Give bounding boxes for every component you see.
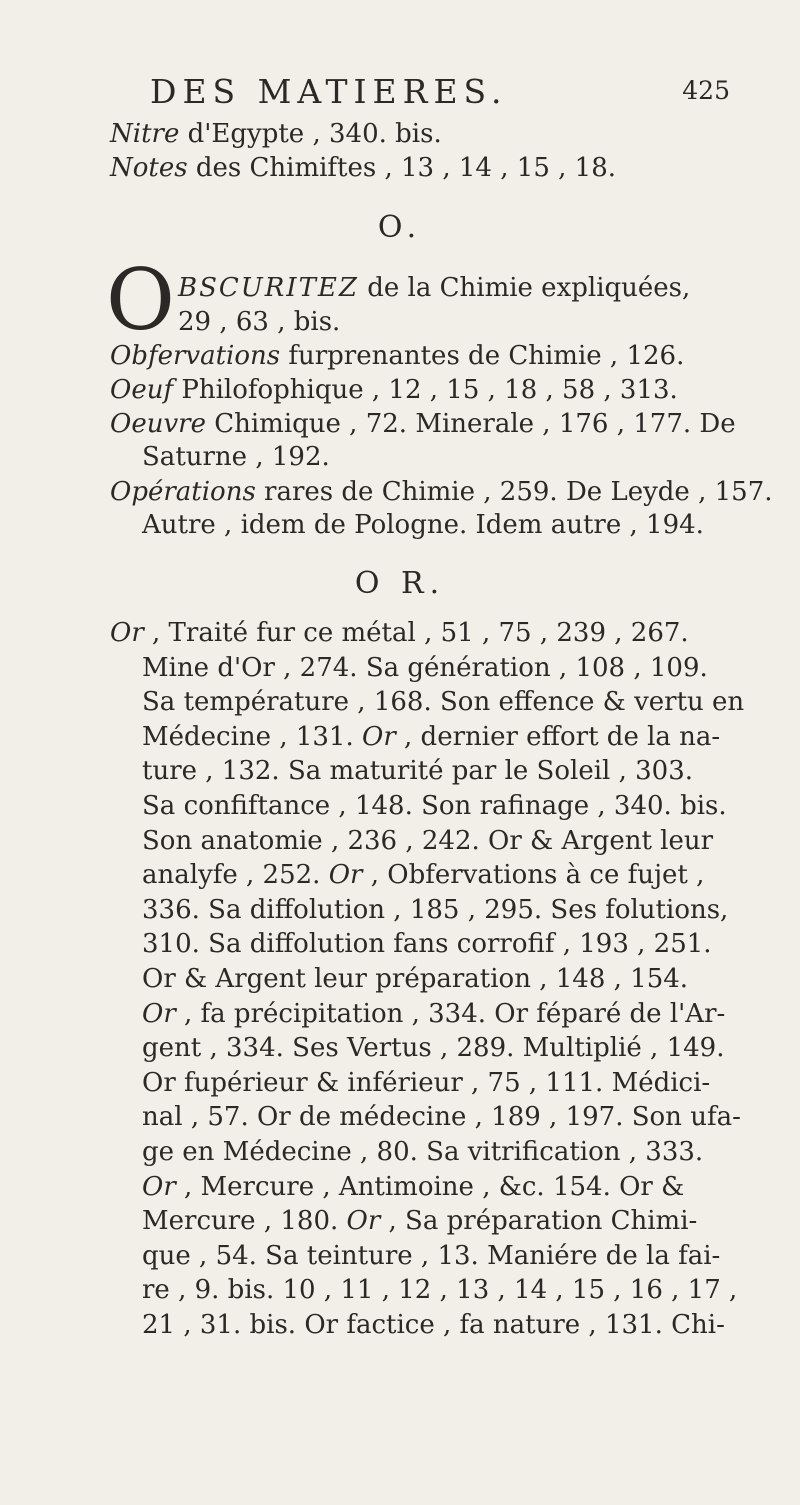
index-entry-operations <box>110 476 773 542</box>
entry-text: , dernier effort de la na- <box>395 721 721 752</box>
entry-keyword: Opérations <box>110 477 256 507</box>
entry-text: , Sa préparation Chimi- <box>380 1206 698 1237</box>
entry-text: rares de Chimie , 259. De Leyde , 157. <box>255 477 773 507</box>
entry-continuation <box>110 962 760 997</box>
index-entry-oeuf <box>110 374 760 407</box>
entry-text: ge en Médecine , 80. Sa vitrification , 333. <box>142 1136 704 1167</box>
entry-first-line <box>110 616 760 651</box>
entry-text: re , 9. bis. 10 , 11 , 12 , 13 , 14 , 15 , 16 , 17 , <box>142 1275 738 1306</box>
entry-continuation <box>110 893 760 928</box>
entry-keyword: Oeuf <box>110 375 174 405</box>
entry-text: d'Egypte , 340. bis. <box>179 119 442 149</box>
entry-keyword: BSCURITEZ <box>178 273 359 303</box>
entry-continuation <box>110 1170 760 1205</box>
entry-text: , Mercure , Antimoine , &c. 154. Or & <box>175 1171 685 1202</box>
entry-continuation <box>110 1135 760 1170</box>
entry-text: 336. Sa diffolution , 185 , 295. Ses folutions, <box>142 894 729 925</box>
entry-text: , fa précipitation , 334. Or féparé de l'Ar- <box>175 998 726 1029</box>
index-entry-or <box>110 616 760 1342</box>
entry-continuation <box>110 1239 760 1274</box>
entry-text: Sa confiftance , 148. Son rafinage , 340. bis. <box>142 790 727 821</box>
page-header <box>150 72 730 112</box>
entry-continuation <box>110 824 760 859</box>
entry-text: 21 , 31. bis. Or factice , fa nature , 131. Chi- <box>142 1309 725 1340</box>
index-entry-obfervations <box>110 340 760 373</box>
entry-text: Médecine , 131. <box>142 721 362 752</box>
entry-continuation <box>110 720 760 755</box>
entry-continuation: Saturne , 192. <box>142 442 330 472</box>
entry-keyword: Or <box>110 618 144 648</box>
entry-text: ture , 132. Sa maturité par le Soleil , 303. <box>142 756 694 787</box>
entry-continuation <box>110 1100 760 1135</box>
entry-continuation <box>110 927 760 962</box>
entry-continuation <box>110 1273 760 1308</box>
entry-text: des Chimiftes , 13 , 14 , 15 , 18. <box>187 153 616 183</box>
entry-text: Or & Argent leur préparation , 148 , 154. <box>142 963 689 994</box>
entry-continuation <box>110 997 760 1032</box>
entry-text: , Obfervations à ce fujet , <box>362 860 705 891</box>
entry-continuation <box>110 1031 760 1066</box>
entry-continuation <box>110 789 760 824</box>
drop-cap: O <box>106 251 175 349</box>
entry-keyword: Notes <box>110 153 188 183</box>
entry-keyword: Nitre <box>110 119 180 149</box>
entry-continuation: 29 , 63 , bis. <box>178 307 341 337</box>
entry-keyword: Or <box>362 721 396 752</box>
running-title: DES MATIERES. <box>150 72 508 111</box>
entry-keyword: Or <box>142 1171 176 1202</box>
entry-text: de la Chimie expliquées, <box>358 273 691 303</box>
entry-text: Son anatomie , 236 , 242. Or & Argent leur <box>142 825 714 856</box>
entry-text: Or fupérieur & inférieur , 75 , 111. Médici- <box>142 1067 711 1098</box>
index-entry-notes <box>110 152 760 185</box>
entry-continuation <box>110 1204 760 1239</box>
entry-text: , Traité fur ce métal , 51 , 75 , 239 , 267. <box>143 618 689 648</box>
entry-text: Philofophique , 12 , 15 , 18 , 58 , 313. <box>173 375 678 405</box>
entry-text: Sa température , 168. Son effence & vertu en <box>142 687 745 718</box>
entry-keyword: Or <box>328 860 363 891</box>
entry-text: gent , 334. Ses Vertus , 289. Multiplié , 149. <box>142 1033 725 1064</box>
section-heading-or: O R. <box>354 566 446 601</box>
index-entry-oeuvre <box>110 408 760 474</box>
entry-text: analyfe , 252. <box>142 860 329 891</box>
index-entry-obscuritez <box>178 272 690 305</box>
entry-text: Mine d'Or , 274. Sa génération , 108 , 109. <box>142 652 708 683</box>
entry-continuation <box>110 1308 760 1343</box>
page-number: 425 <box>682 76 730 105</box>
entry-keyword: Or <box>346 1206 381 1237</box>
entry-keyword: Oeuvre <box>110 409 206 439</box>
entry-text: 310. Sa diffolution fans corrofif , 193 , 251. <box>142 929 712 960</box>
entry-continuation <box>110 651 760 686</box>
entry-text: nal , 57. Or de médecine , 189 , 197. Son ufa- <box>142 1102 741 1133</box>
index-entry-nitre <box>110 118 760 151</box>
entry-continuation <box>110 1066 760 1101</box>
section-heading-o: O. <box>377 210 423 245</box>
entry-text: que , 54. Sa teinture , 13. Maniére de la fai- <box>142 1240 721 1271</box>
entry-text: Chimique , 72. Minerale , 176 , 177. De <box>205 409 736 439</box>
entry-continuation: Autre , idem de Pologne. Idem autre , 194. <box>142 510 704 540</box>
entry-keyword: Obfervations <box>110 341 281 371</box>
entry-continuation <box>110 754 760 789</box>
entry-continuation <box>110 858 760 893</box>
entry-continuation <box>110 685 760 720</box>
entry-keyword: Or <box>142 998 176 1029</box>
entry-text: furprenantes de Chimie , 126. <box>280 341 685 371</box>
entry-text: Mercure , 180. <box>142 1206 347 1237</box>
